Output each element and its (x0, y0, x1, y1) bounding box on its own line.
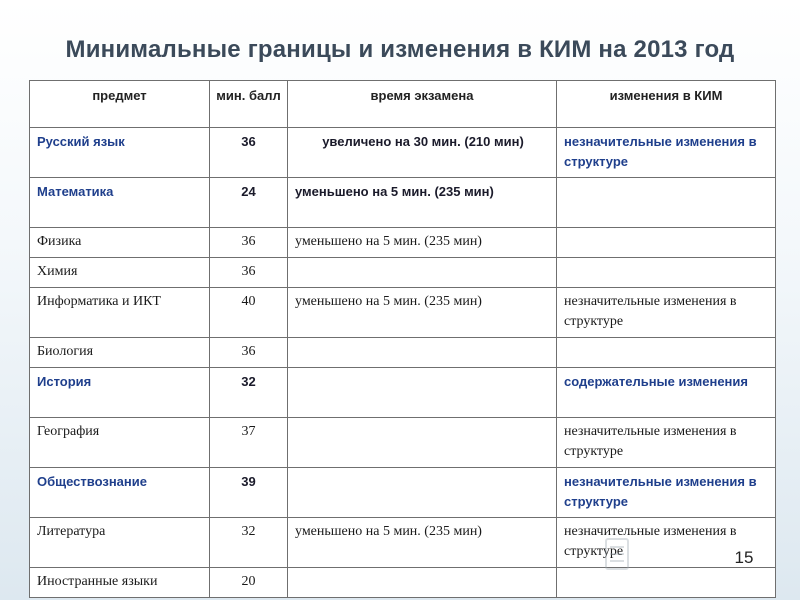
table-row (30, 228, 776, 258)
cell-score: 37 (210, 418, 288, 468)
cell-subject: Химия (30, 258, 210, 288)
header-subject: предмет (30, 81, 210, 128)
cell-subject: История (30, 368, 210, 418)
table-row (30, 418, 776, 468)
header-time: время экзамена (288, 81, 557, 128)
cell-time (288, 258, 557, 288)
cell-time (288, 418, 557, 468)
table-row (30, 128, 776, 178)
cell-time (288, 468, 557, 518)
cell-subject: Информатика и ИКТ (30, 288, 210, 338)
page-number: 15 (734, 548, 754, 567)
cell-subject: Математика (30, 178, 210, 228)
cell-changes (557, 258, 776, 288)
cell-subject: Биология (30, 338, 210, 368)
cell-score: 32 (210, 518, 288, 568)
cell-changes (557, 178, 776, 228)
page-title: Минимальные границы и изменения в КИМ на 2013 год (65, 36, 735, 63)
cell-changes: незначительные изменения в структуре (557, 468, 776, 518)
cell-score: 36 (210, 338, 288, 368)
cell-subject: Литература (30, 518, 210, 568)
cell-time: уменьшено на 5 мин. (235 мин) (288, 288, 557, 338)
table-row (30, 178, 776, 228)
cell-subject: География (30, 418, 210, 468)
table-row (30, 258, 776, 288)
cell-subject: Русский язык (30, 128, 210, 178)
table-row (30, 468, 776, 518)
cell-score: 36 (210, 228, 288, 258)
cell-changes: незначительные изменения в структуре (557, 128, 776, 178)
cell-time: уменьшено на 5 мин. (235 мин) (288, 178, 557, 228)
table-row (30, 338, 776, 368)
cell-subject: Физика (30, 228, 210, 258)
cell-score: 32 (210, 368, 288, 418)
table-header-row (30, 81, 776, 128)
header-changes: изменения в КИМ (557, 81, 776, 128)
cell-time: уменьшено на 5 мин. (235 мин) (288, 228, 557, 258)
cell-subject: Иностранные языки (30, 568, 210, 598)
cell-time: увеличено на 30 мин. (210 мин) (288, 128, 557, 178)
kim-table (29, 80, 776, 598)
cell-changes: незначительные изменения в структуре (557, 418, 776, 468)
cell-score: 20 (210, 568, 288, 598)
cell-score: 36 (210, 258, 288, 288)
cell-time: уменьшено на 5 мин. (235 мин) (288, 518, 557, 568)
cell-changes: незначительные изменения в структуре (557, 288, 776, 338)
table-row (30, 368, 776, 418)
cell-score: 24 (210, 178, 288, 228)
cell-changes: содержательные изменения (557, 368, 776, 418)
cell-time (288, 368, 557, 418)
table-row (30, 288, 776, 338)
cell-subject: Обществознание (30, 468, 210, 518)
cell-changes (557, 338, 776, 368)
cell-time (288, 338, 557, 368)
cell-changes (557, 228, 776, 258)
cell-score: 36 (210, 128, 288, 178)
cell-score: 40 (210, 288, 288, 338)
header-score: мин. балл (210, 81, 288, 128)
cell-score: 39 (210, 468, 288, 518)
cell-time (288, 568, 557, 598)
cell-changes: незначительные изменения в структуре (557, 518, 776, 568)
